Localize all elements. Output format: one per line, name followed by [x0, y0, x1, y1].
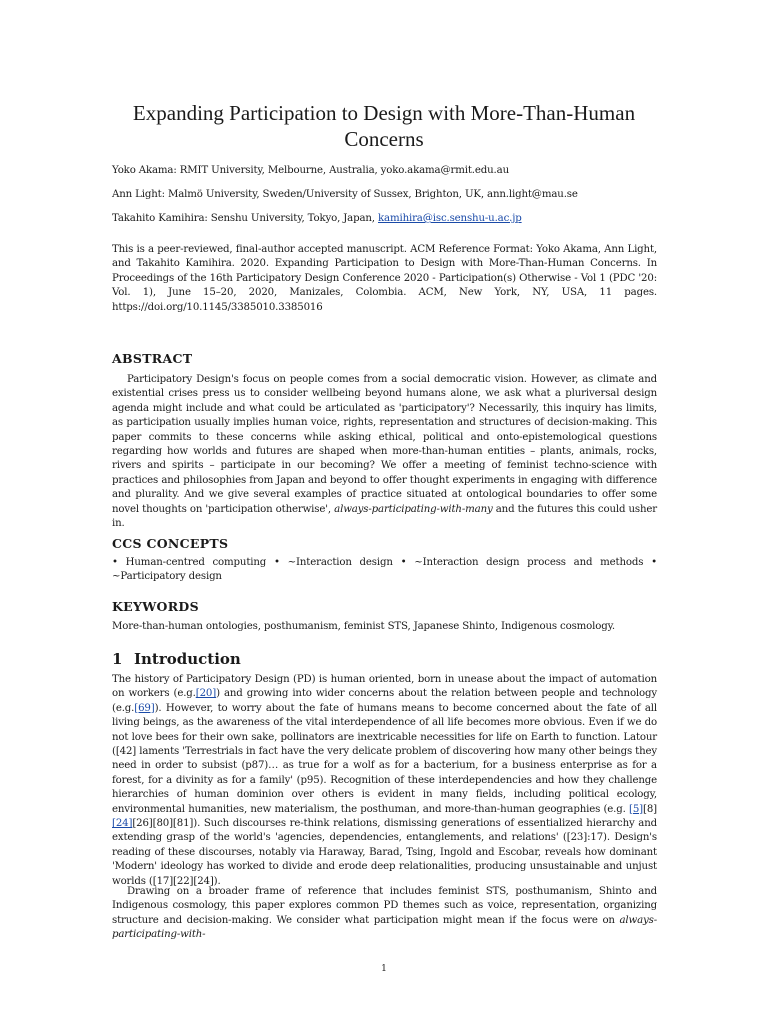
- paper-title: Expanding Participation to Design with More-Than-Human Concerns: [132, 101, 636, 151]
- intro-text: Drawing on a broader frame of reference that includes feminist STS, posthumanism, Shinto and Indigenous cosmology, this paper explores common PD themes such as voice, representation, organizing structure and decision-making. We consider what participation might mean if the focus were on: [112, 886, 657, 926]
- author-line-2: Ann Light: Malmö University, Sweden/University of Sussex, Brighton, UK, ann.light@mau.se: [112, 189, 578, 200]
- abstract-body: Participatory Design's focus on people comes from a social democratic vision. However, as climate and existential crises press us to consider wellbeing beyond humans alone, we ask what a pluriversal design agenda might include and what could be articulated as 'participatory'? Necessarily, this inquiry has limits, as participation usually implies human voice, rights, representation and structures of decision-making. This paper commits to these concerns while asking ethical, political and onto-epistemological questions regarding how worlds and futures are shaped when more-than-human entities – plants, animals, rocks, rivers and spirits – participate in our becoming? We offer a meeting of feminist techno-science with practices and philosophies from Japan and beyond to offer thought experiments in engaging with difference and plurality. And we give several examples of practice situated at ontological boundaries to offer some novel thoughts on 'participation otherwise',: [112, 374, 657, 515]
- keywords-text: More-than-human ontologies, posthumanism, feminist STS, Japanese Shinto, Indigenous cosmology.: [112, 621, 615, 632]
- intro-text: ). However, to worry about the fate of humans means to become concerned about the fate of all living beings, as the awareness of the vital interdependence of all life becomes more obvious. Even if we do not love bees for their own sake, pollinators are inextricable necessities for life on Earth to function. Latour ([42] laments 'Terrestrials in fact have the very delicate problem of discovering how many other beings they need in order to subsist (p87)… as true for a wolf as for a bacterium, for a business enterprise as for a forest, for a divinity as for a family' (p95). Recognition of these interdependencies and how they challenge hierarchies of human dominion over others is evident in many fields, including political ecology, environmental humanities, new materialism, the posthuman, and more-than-human geographies (e.g.: [112, 702, 657, 815]
- author-3-affiliation: Takahito Kamihira: Senshu University, Tokyo, Japan,: [112, 213, 378, 224]
- keywords-heading: KEYWORDS: [112, 599, 199, 614]
- author-line-1: Yoko Akama: RMIT University, Melbourne, Australia, yoko.akama@rmit.edu.au: [112, 165, 509, 176]
- citation-link[interactable]: [5]: [629, 803, 644, 815]
- intro-text: [26][80][81]). Such discourses re-think relations, dismissing generations of essentialized hierarchy and extending grasp of the world's 'agencies, dependencies, entanglements, and relations' ([23]:17). Design's reading of these discourses, notably via Haraway, Barad, Tsing, Ingold and Escobar, reveals how dominant 'Modern' ideology has worked to divide and erode deep relationalities, producing unsustainable and unjust worlds ([17][22][24]).: [112, 818, 657, 887]
- abstract-emphasis: always-participating-with-many: [334, 503, 493, 515]
- citation-link[interactable]: [24]: [112, 818, 133, 830]
- intro-text: The history of Participatory Design (PD) is human oriented, born in unease about the impact of automation on workers (e.g.: [112, 674, 657, 700]
- citation-link[interactable]: [20]: [195, 688, 217, 700]
- citation-link[interactable]: [69]: [134, 702, 155, 714]
- section-number: 1: [112, 650, 123, 668]
- ccs-heading: CCS CONCEPTS: [112, 536, 229, 551]
- abstract-heading: ABSTRACT: [112, 351, 193, 366]
- page-number: 1: [381, 964, 387, 974]
- abstract-text: [112, 373, 657, 531]
- intro-paragraph-2: [112, 885, 657, 943]
- author-line-3: [112, 212, 657, 226]
- ccs-text: • Human-centred computing • ~Interaction design • ~Interaction design process and methods • ~Participatory design: [112, 557, 657, 583]
- author-3-email-link[interactable]: kamihira@isc.senshu-u.ac.jp: [378, 213, 522, 224]
- intro-text: [8]: [643, 803, 657, 815]
- intro-paragraph-1: [112, 673, 657, 889]
- acm-reference: This is a peer-reviewed, final-author accepted manuscript. ACM Reference Format: Yoko Akama, Ann Light, and Takahito Kamihira. 2020. Expanding Participation to Design with More-Than-Human Concerns. In Proceedings of the 16th Participatory Design Conference 2020 - Participation(s) Otherwise - Vol 1 (PDC '20: Vol. 1), June 15–20, 2020, Manizales, Colombia. ACM, New York, NY, USA, 11 pages. https://doi.org/10.1145/3385010.3385016: [112, 244, 657, 313]
- abstract-tail: and the futures this could usher in.: [112, 503, 657, 530]
- intro-emphasis: always-participating-with-: [112, 914, 657, 941]
- intro-text: ) and growing into wider concerns about the relation between people and technology (e.g.: [112, 688, 657, 714]
- intro-heading: [112, 650, 241, 668]
- section-title: Introduction: [134, 650, 241, 668]
